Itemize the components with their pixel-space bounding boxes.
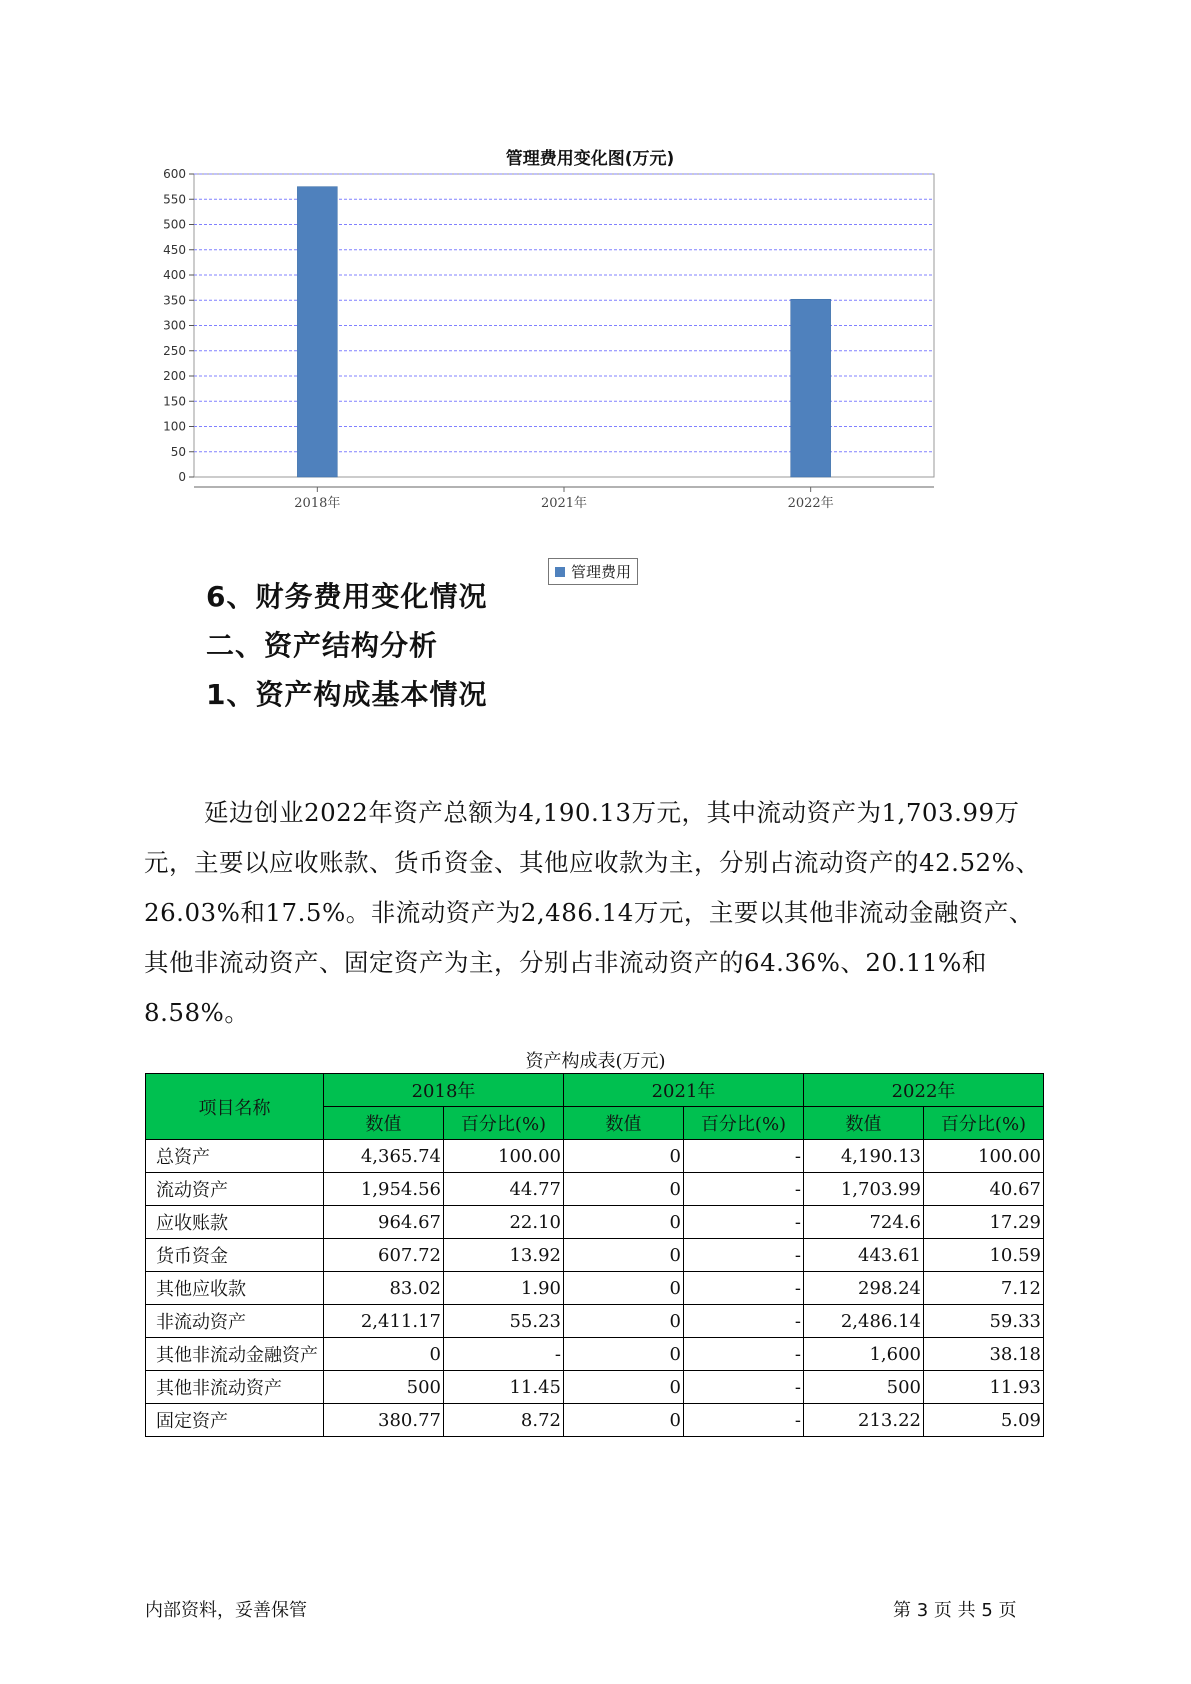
table-row — [146, 1140, 1044, 1173]
table-cell: 44.77 — [444, 1173, 564, 1206]
table-cell: 38.18 — [924, 1338, 1044, 1371]
y-tick-label: 350 — [163, 293, 186, 308]
row-label: 固定资产 — [146, 1404, 324, 1437]
y-tick-label: 600 — [163, 167, 186, 181]
table-cell: - — [684, 1140, 804, 1173]
table-cell: 83.02 — [324, 1272, 444, 1305]
table-cell: 443.61 — [804, 1239, 924, 1272]
y-tick-label: 200 — [163, 369, 186, 383]
table-cell: - — [684, 1338, 804, 1371]
table-cell: 7.12 — [924, 1272, 1044, 1305]
table-cell: 1.90 — [444, 1272, 564, 1305]
table-cell: 500 — [324, 1371, 444, 1404]
table-cell: - — [444, 1338, 564, 1371]
chart-title: 管理费用变化图(万元) — [505, 149, 675, 169]
table-cell: 22.10 — [444, 1206, 564, 1239]
table-caption: 资产构成表(万元) — [525, 1051, 666, 1072]
table-cell: 724.6 — [804, 1206, 924, 1239]
table-cell: - — [684, 1272, 804, 1305]
bar-2022年 — [791, 299, 831, 477]
y-tick-label: 300 — [163, 318, 186, 333]
table-cell: 100.00 — [924, 1140, 1044, 1173]
table-cell: 0 — [564, 1206, 684, 1239]
table-cell: 40.67 — [924, 1173, 1044, 1206]
asset-table — [145, 1073, 1044, 1437]
chart-plot — [140, 130, 1040, 560]
y-tick-label: 100 — [163, 419, 186, 434]
row-label: 非流动资产 — [146, 1305, 324, 1338]
table-cell: 5.09 — [924, 1404, 1044, 1437]
y-tick-label: 400 — [163, 268, 186, 282]
table-cell: 11.93 — [924, 1371, 1044, 1404]
table-cell: 607.72 — [324, 1239, 444, 1272]
table-cell: - — [684, 1173, 804, 1206]
table-row — [146, 1272, 1044, 1305]
row-label: 其他非流动金融资产 — [146, 1338, 324, 1371]
y-tick-label: 150 — [163, 394, 186, 409]
header-percent: 百分比(%) — [924, 1107, 1044, 1140]
table-cell: 0 — [564, 1173, 684, 1206]
table-cell: 0 — [324, 1338, 444, 1371]
table-cell: 4,365.74 — [324, 1140, 444, 1173]
heading-asset-structure: 二、资产结构分析 — [206, 629, 439, 662]
row-label: 货币资金 — [146, 1239, 324, 1272]
table-cell: 298.24 — [804, 1272, 924, 1305]
table-row — [146, 1371, 1044, 1404]
table-cell: - — [684, 1239, 804, 1272]
table-cell: 11.45 — [444, 1371, 564, 1404]
row-label: 流动资产 — [146, 1173, 324, 1206]
table-cell: 0 — [564, 1338, 684, 1371]
table-cell: 10.59 — [924, 1239, 1044, 1272]
legend-swatch — [555, 567, 565, 577]
x-tick-label: 2021年 — [540, 496, 588, 511]
y-tick-label: 0 — [178, 470, 186, 484]
table-row — [146, 1206, 1044, 1239]
table-cell: 380.77 — [324, 1404, 444, 1437]
row-label: 应收账款 — [146, 1206, 324, 1239]
table-body — [146, 1140, 1044, 1437]
summary-paragraph: 延边创业2022年资产总额为4,190.13万元，其中流动资产为1,703.99万元，主要以应收账款、货币资金、其他应收款为主，分别占流动资产的42.52%、26.03%和17.5%。非流动资产为2,486.14万元，主要以其他非流动金融资产、其他非流动资产、固定资产为主，分别占非流动资产的64.36%、20.11%和8.58%。 — [144, 798, 1041, 1027]
bar-2018年 — [297, 187, 337, 477]
table-cell: 13.92 — [444, 1239, 564, 1272]
table-row — [146, 1338, 1044, 1371]
y-tick-label: 250 — [163, 343, 186, 358]
header-percent: 百分比(%) — [444, 1107, 564, 1140]
table-cell: 17.29 — [924, 1206, 1044, 1239]
header-item-name: 项目名称 — [146, 1074, 324, 1140]
chart-legend — [548, 558, 638, 585]
table-cell: - — [684, 1305, 804, 1338]
table-cell: 100.00 — [444, 1140, 564, 1173]
table-cell: 964.67 — [324, 1206, 444, 1239]
table-cell: - — [684, 1404, 804, 1437]
table-row — [146, 1239, 1044, 1272]
x-tick-label: 2022年 — [787, 496, 834, 511]
y-tick-label: 450 — [163, 242, 186, 257]
table-row — [146, 1173, 1044, 1206]
y-tick-label: 550 — [163, 192, 186, 207]
table-cell: 0 — [564, 1371, 684, 1404]
header-year-2021: 2021年 — [564, 1074, 804, 1107]
table-cell: 500 — [804, 1371, 924, 1404]
expense-bar-chart — [140, 130, 1040, 590]
y-tick-label: 500 — [163, 217, 186, 232]
heading-finance-expense: 6、财务费用变化情况 — [206, 580, 488, 613]
header-value: 数值 — [324, 1107, 444, 1140]
table-cell: 4,190.13 — [804, 1140, 924, 1173]
table-cell: - — [684, 1206, 804, 1239]
y-tick-label: 50 — [170, 444, 186, 459]
table-cell: 213.22 — [804, 1404, 924, 1437]
header-year-2018: 2018年 — [324, 1074, 564, 1107]
table-cell: 1,954.56 — [324, 1173, 444, 1206]
table-cell: 1,703.99 — [804, 1173, 924, 1206]
legend-label: 管理费用 — [571, 563, 632, 581]
footer-confidential: 内部资料，妥善保管 — [145, 1600, 307, 1621]
table-cell: 8.72 — [444, 1404, 564, 1437]
table-cell: 0 — [564, 1404, 684, 1437]
header-year-2022: 2022年 — [804, 1074, 1044, 1107]
table-cell: 0 — [564, 1140, 684, 1173]
table-cell: 2,411.17 — [324, 1305, 444, 1338]
header-value: 数值 — [564, 1107, 684, 1140]
row-label: 其他应收款 — [146, 1272, 324, 1305]
table-cell: 55.23 — [444, 1305, 564, 1338]
header-value: 数值 — [804, 1107, 924, 1140]
table-cell: 0 — [564, 1272, 684, 1305]
table-row — [146, 1404, 1044, 1437]
table-cell: 0 — [564, 1305, 684, 1338]
table-cell: 0 — [564, 1239, 684, 1272]
table-cell: 59.33 — [924, 1305, 1044, 1338]
header-percent: 百分比(%) — [684, 1107, 804, 1140]
row-label: 其他非流动资产 — [146, 1371, 324, 1404]
table-row — [146, 1305, 1044, 1338]
table-cell: - — [684, 1371, 804, 1404]
table-cell: 1,600 — [804, 1338, 924, 1371]
footer-page-number: 第 3 页 共 5 页 — [893, 1600, 1017, 1621]
x-tick-label: 2018年 — [294, 496, 341, 511]
table-cell: 2,486.14 — [804, 1305, 924, 1338]
heading-asset-composition: 1、资产构成基本情况 — [206, 678, 488, 711]
row-label: 总资产 — [146, 1140, 324, 1173]
